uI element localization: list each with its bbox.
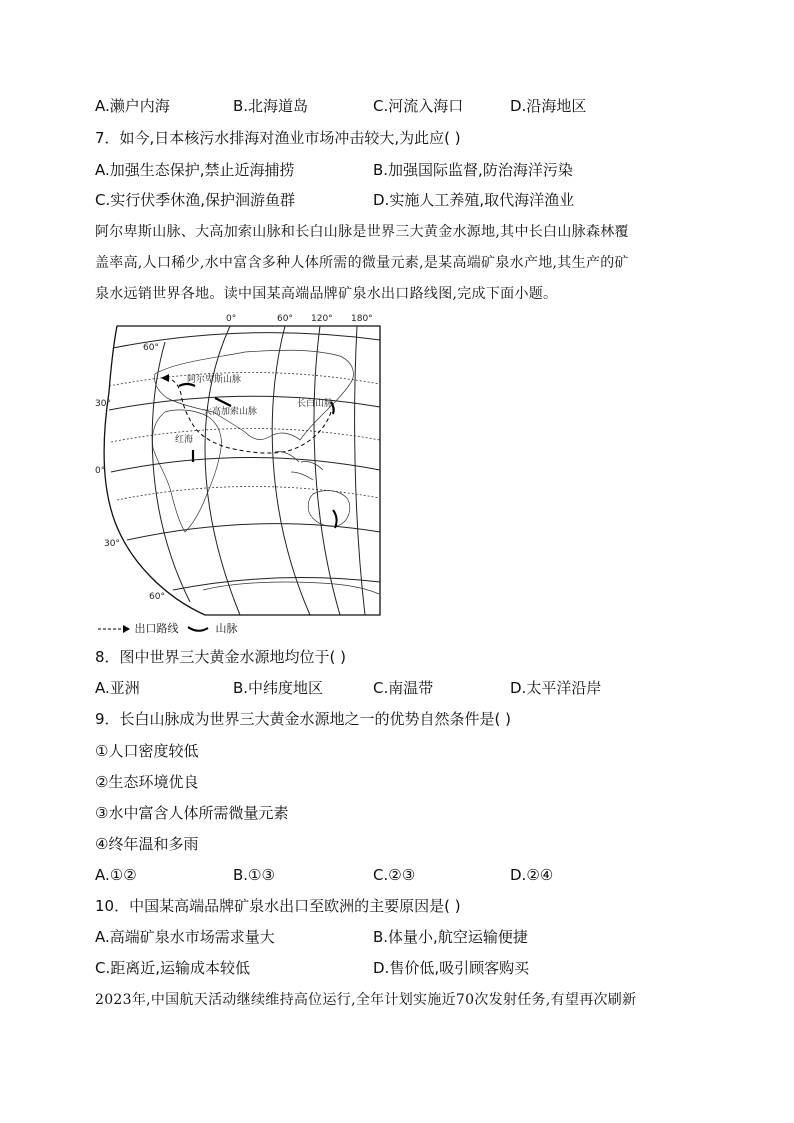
label-lon-60: 60° bbox=[277, 314, 293, 324]
q8-option-b[interactable]: B.中纬度地区 bbox=[233, 679, 324, 697]
passage-line-1: 阿尔卑斯山脉、大高加索山脉和长白山脉是世界三大黄金水源地,其中长白山脉森林覆 bbox=[95, 224, 629, 240]
map-legend bbox=[97, 622, 238, 636]
q8-option-a[interactable]: A.亚洲 bbox=[95, 679, 140, 697]
q10-option-a[interactable]: A.高端矿泉水市场需求量大 bbox=[95, 928, 275, 946]
meridian-0 bbox=[205, 326, 240, 615]
label-lat-0: 0° bbox=[95, 466, 106, 476]
q9-option-c[interactable]: C.②③ bbox=[373, 866, 416, 884]
passage2-line-1: 2023年,中国航天活动继续维持高位运行,全年计划实施近70次发射任务,有望再次刷新 bbox=[95, 992, 637, 1008]
label-lon-180: 180° bbox=[351, 314, 373, 324]
australia-outline bbox=[308, 491, 350, 527]
meridian-west bbox=[152, 342, 190, 602]
q9-option-d[interactable]: D.②④ bbox=[510, 866, 554, 884]
meridian-120 bbox=[314, 326, 340, 615]
meridian-60 bbox=[272, 326, 310, 615]
map-frame bbox=[104, 326, 380, 615]
q10-stem: 10．中国某高端品牌矿泉水出口至欧洲的主要原因是( ) bbox=[95, 897, 461, 915]
label-changbai: 长白山脉 bbox=[297, 399, 334, 409]
q7-option-b[interactable]: B.加强国际监督,防治海洋污染 bbox=[373, 161, 573, 179]
q9-stem: 9．长白山脉成为世界三大黄金水源地之一的优势自然条件是( ) bbox=[95, 710, 512, 728]
q9-option-b[interactable]: B.①③ bbox=[233, 866, 275, 884]
q9-item-1: ①人口密度较低 bbox=[95, 742, 199, 760]
q7-option-c[interactable]: C.实行伏季休渔,保护洄游鱼群 bbox=[95, 191, 296, 209]
parallel-60s bbox=[173, 578, 380, 591]
australia-mountain-mark bbox=[333, 510, 337, 528]
label-alps: 阿尔卑斯山脉 bbox=[187, 375, 242, 385]
label-lat-30n: 30° bbox=[95, 399, 111, 409]
mountain-legend-icon bbox=[186, 624, 212, 634]
label-lon-0: 0° bbox=[226, 314, 237, 324]
q6-option-d[interactable]: D.沿海地区 bbox=[510, 97, 587, 115]
q6-option-a[interactable]: A.濑户内海 bbox=[95, 97, 170, 115]
q8-option-d[interactable]: D.太平洋沿岸 bbox=[510, 679, 602, 697]
caucasus-mountain-mark bbox=[215, 398, 231, 406]
q7-option-a[interactable]: A.加强生态保护,禁止近海捕捞 bbox=[95, 161, 295, 179]
route-legend-icon bbox=[97, 624, 131, 634]
passage-line-3: 泉水远销世界各地。读中国某高端品牌矿泉水出口路线图,完成下面小题。 bbox=[95, 286, 558, 302]
label-caucasus: 大高加索山脉 bbox=[203, 407, 258, 417]
arctic-circle bbox=[109, 372, 380, 386]
q7-stem: 7．如今,日本核污水排海对渔业市场冲击较大,为此应( ) bbox=[95, 129, 461, 147]
meridian-180 bbox=[355, 326, 365, 615]
q10-option-c[interactable]: C.距离近,运输成本较低 bbox=[95, 959, 251, 977]
q9-item-4: ④终年温和多雨 bbox=[95, 835, 199, 853]
export-route-arrowhead bbox=[161, 374, 169, 382]
q9-option-a[interactable]: A.①② bbox=[95, 866, 137, 884]
passage-line-2: 盖率高,人口稀少,水中富含多种人体所需的微量元素,是某高端矿泉水产地,其生产的矿 bbox=[95, 255, 629, 271]
q6-option-c[interactable]: C.河流入海口 bbox=[373, 97, 464, 115]
legend-route-label: 出口路线 bbox=[134, 622, 179, 635]
q8-option-c[interactable]: C.南温带 bbox=[373, 679, 434, 697]
label-lat-60s: 60° bbox=[149, 592, 165, 602]
label-lon-120: 120° bbox=[311, 314, 333, 324]
q7-option-d[interactable]: D.实施人工养殖,取代海洋渔业 bbox=[373, 191, 575, 209]
equator bbox=[111, 457, 380, 472]
label-lat-60n: 60° bbox=[143, 343, 159, 353]
q10-option-b[interactable]: B.体量小,航空运输便捷 bbox=[373, 928, 528, 946]
q6-option-b[interactable]: B.北海道岛 bbox=[233, 97, 309, 115]
label-lat-30s: 30° bbox=[104, 539, 120, 549]
q10-option-d[interactable]: D.售价低,吸引顾客购买 bbox=[373, 959, 530, 977]
tropic-of-cancer bbox=[111, 428, 380, 442]
q8-stem: 8．图中世界三大黄金水源地均位于( ) bbox=[95, 648, 347, 666]
label-red-sea: 红海 bbox=[175, 435, 194, 445]
q9-item-2: ②生态环境优良 bbox=[95, 773, 199, 791]
q9-item-3: ③水中富含人体所需微量元素 bbox=[95, 804, 289, 822]
legend-mountain-label: 山脉 bbox=[215, 622, 238, 635]
export-route-map bbox=[95, 312, 395, 620]
